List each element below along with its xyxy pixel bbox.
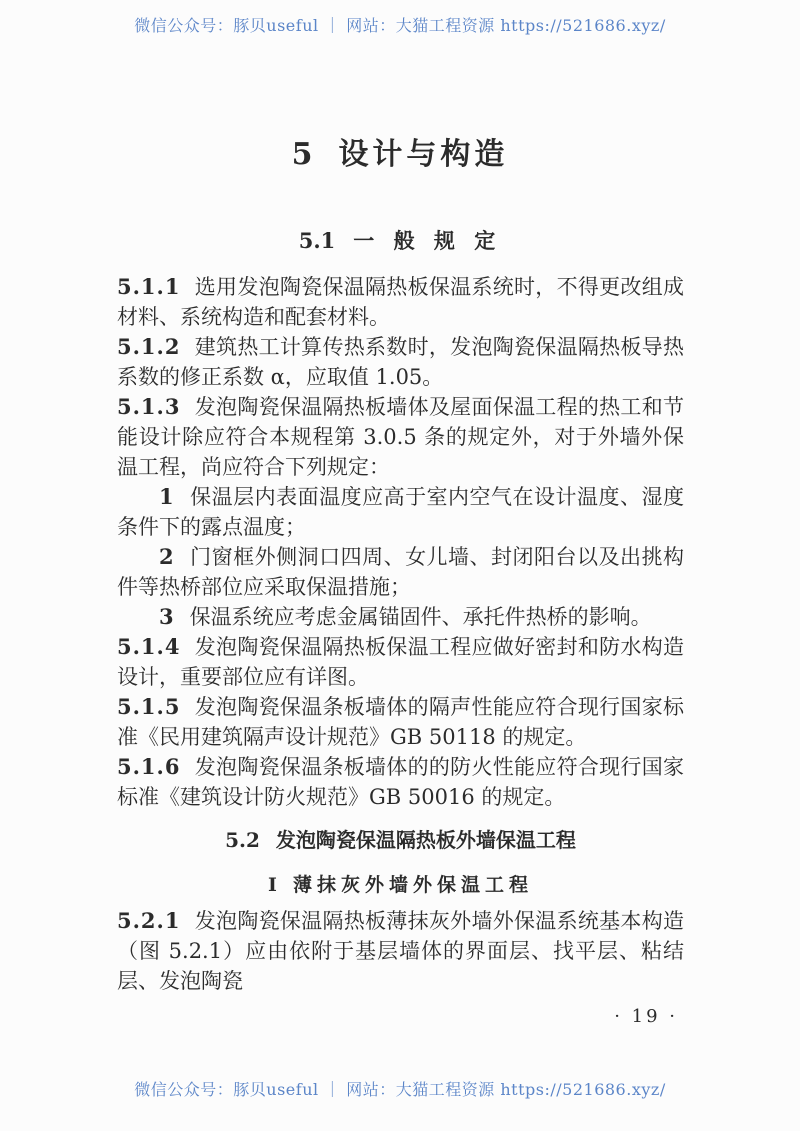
clause-5-1-1-number: 5.1.1 [117,274,181,299]
section-heading-5-1 [0,226,800,256]
section-5-1-number: 5.1 [298,228,336,253]
watermark-bottom-text: 微信公众号：豚贝useful ｜ 网站：大猫工程资源 https://521686.xyz/ [134,1080,666,1099]
clause-5-1-3-number: 5.1.3 [117,394,181,419]
list-item-3-number: 3 [159,604,174,629]
list-item-2 [117,542,684,602]
section-5-1-title: 一 般 规 定 [353,228,502,253]
page-number-text: · 19 · [614,1006,678,1027]
clause-5-1-4-text: 发泡陶瓷保温隔热板保温工程应做好密封和防水构造设计，重要部位应有详图。 [117,635,684,689]
watermark-top-text: 微信公众号：豚贝useful ｜ 网站：大猫工程资源 https://521686.xyz/ [134,16,666,35]
subsection-numeral: Ⅰ [268,874,277,896]
clause-5-1-6 [117,752,684,812]
clause-5-1-5-text: 发泡陶瓷保温条板墙体的隔声性能应符合现行国家标准《民用建筑隔声设计规范》GB 50118 的规定。 [117,695,684,749]
subsection-heading-i [117,870,684,900]
clause-5-2-1-number: 5.2.1 [117,908,181,933]
clause-5-1-5-number: 5.1.5 [117,694,181,719]
clause-5-1-2-number: 5.1.2 [117,334,181,359]
body-text-block [117,272,684,1031]
clause-5-1-1 [117,272,684,332]
list-item-3-text: 保温系统应考虑金属锚固件、承托件热桥的影响。 [189,605,652,629]
clause-5-1-6-text: 发泡陶瓷保温条板墙体的的防火性能应符合现行国家标准《建筑设计防火规范》GB 50016 的规定。 [117,755,684,809]
clause-5-1-5 [117,692,684,752]
clause-5-1-4 [117,632,684,692]
section-heading-5-2 [117,825,684,855]
section-5-2-number: 5.2 [225,828,260,852]
page-number [117,1003,684,1031]
list-item-2-text: 门窗框外侧洞口四周、女儿墙、封闭阳台以及出挑构件等热桥部位应采取保温措施； [117,545,684,599]
clause-5-1-2-text: 建筑热工计算传热系数时，发泡陶瓷保温隔热板导热系数的修正系数 α，应取值 1.05。 [117,335,684,389]
clause-5-2-1 [117,906,684,996]
clause-5-1-3-text: 发泡陶瓷保温隔热板墙体及屋面保温工程的热工和节能设计除应符合本规程第 3.0.5 条的规定外，对于外墙外保温工程，尚应符合下列规定： [117,395,684,479]
chapter-number: 5 [291,137,313,172]
clause-5-1-6-number: 5.1.6 [117,754,181,779]
chapter-title [0,134,800,176]
section-5-2-title: 发泡陶瓷保温隔热板外墙保温工程 [275,828,576,852]
watermark-top [0,16,800,36]
clause-5-1-4-number: 5.1.4 [117,634,181,659]
clause-5-1-2 [117,332,684,392]
list-item-1-text: 保温层内表面温度应高于室内空气在设计温度、湿度条件下的露点温度； [117,485,684,539]
list-item-2-number: 2 [159,544,174,569]
clause-5-2-1-text: 发泡陶瓷保温隔热板薄抹灰外墙外保温系统基本构造（图 5.2.1）应由依附于基层墙体的界面层、找平层、粘结层、发泡陶瓷 [117,909,684,993]
chapter-title-text: 设计与构造 [338,137,509,172]
list-item-1 [117,482,684,542]
clause-5-1-1-text: 选用发泡陶瓷保温隔热板保温系统时，不得更改组成材料、系统构造和配套材料。 [117,275,684,329]
watermark-bottom [0,1080,800,1100]
list-item-1-number: 1 [159,484,174,509]
subsection-title: 薄抹灰外墙外保温工程 [292,874,533,896]
list-item-3 [117,602,684,632]
clause-5-1-3 [117,392,684,482]
